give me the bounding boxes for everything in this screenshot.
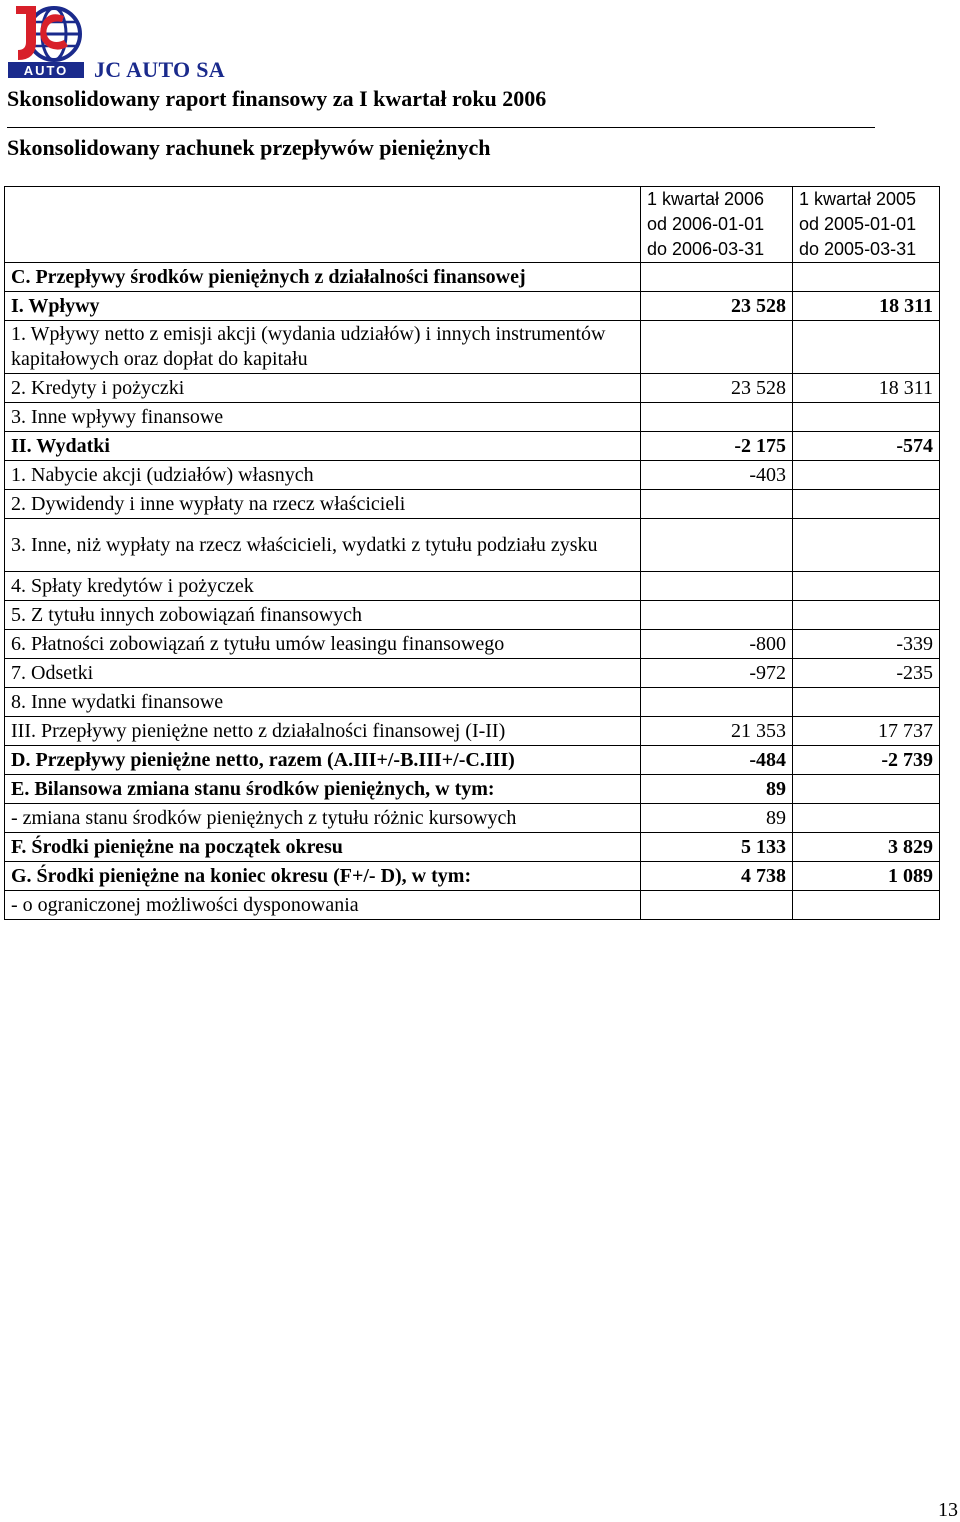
value-2005 [793,490,940,519]
table-row [5,775,940,804]
logo-letter-j [16,6,36,60]
table-row [5,519,940,572]
table-row [5,746,940,775]
table-row [5,292,940,321]
table-row [5,432,940,461]
table-row [5,403,940,432]
table-row [5,688,940,717]
value-2006 [641,601,793,630]
row-label: 3. Inne wpływy finansowe [5,403,641,432]
value-2005: 17 737 [793,717,940,746]
value-2006: 89 [641,804,793,833]
value-2006 [641,490,793,519]
value-2006: 5 133 [641,833,793,862]
row-label: 6. Płatności zobowiązań z tytułu umów leasingu finansowego [5,630,641,659]
value-2005 [793,519,940,572]
value-2006: 4 738 [641,862,793,891]
value-2006 [641,891,793,920]
title-divider [7,127,875,128]
value-2005 [793,601,940,630]
value-2005 [793,775,940,804]
row-label: 4. Spłaty kredytów i pożyczek [5,572,641,601]
table-row [5,659,940,688]
row-label: - o ograniczonej możliwości dysponowania [5,891,641,920]
value-2006: 23 528 [641,374,793,403]
table-row [5,601,940,630]
section-title: Skonsolidowany rachunek przepływów pieniężnych [7,135,491,160]
company-logo [6,2,84,78]
cash-flow-table [4,186,940,920]
row-label: G. Środki pieniężne na koniec okresu (F+/- D), w tym: [5,862,641,891]
row-label: 8. Inne wydatki finansowe [5,688,641,717]
table-row [5,891,940,920]
column-header-q1-2005: 1 kwartał 2005 od 2005-01-01 do 2005-03-31 [793,187,940,263]
page-number: 13 [938,1499,958,1521]
value-2006: 21 353 [641,717,793,746]
value-2005: -2 739 [793,746,940,775]
value-2005: 18 311 [793,292,940,321]
row-label: C. Przepływy środków pieniężnych z działalności finansowej [5,263,641,292]
row-label: D. Przepływy pieniężne netto, razem (A.III+/-B.III+/-C.III) [5,746,641,775]
value-2005: 3 829 [793,833,940,862]
table-row [5,630,940,659]
value-2005 [793,891,940,920]
row-label: 1. Wpływy netto z emisji akcji (wydania udziałów) i innych instrumentów kapitałowych oraz dopłat do kapitału [5,321,641,374]
value-2006: -800 [641,630,793,659]
row-label: 3. Inne, niż wypłaty na rzecz właścicieli, wydatki z tytułu podziału zysku [5,519,641,572]
table-row [5,717,940,746]
value-2006 [641,519,793,572]
row-label: 1. Nabycie akcji (udziałów) własnych [5,461,641,490]
row-label: 2. Dywidendy i inne wypłaty na rzecz właścicieli [5,490,641,519]
table-row [5,833,940,862]
value-2006: 89 [641,775,793,804]
value-2005 [793,804,940,833]
row-label: I. Wpływy [5,292,641,321]
value-2006 [641,403,793,432]
row-label: 2. Kredyty i pożyczki [5,374,641,403]
row-label: - zmiana stanu środków pieniężnych z tytułu różnic kursowych [5,804,641,833]
value-2006: -484 [641,746,793,775]
table-row [5,374,940,403]
row-label: F. Środki pieniężne na początek okresu [5,833,641,862]
value-2006: 23 528 [641,292,793,321]
row-label: III. Przepływy pieniężne netto z działalności finansowej (I-II) [5,717,641,746]
value-2006: -403 [641,461,793,490]
logo-text: AUTO [23,63,69,78]
value-2005 [793,688,940,717]
row-label: II. Wydatki [5,432,641,461]
table-row [5,461,940,490]
header-label-cell [5,187,641,263]
value-2005 [793,403,940,432]
row-label: 7. Odsetki [5,659,641,688]
report-title: Skonsolidowany raport finansowy za I kwartał roku 2006 [7,86,547,111]
row-label: 5. Z tytułu innych zobowiązań finansowych [5,601,641,630]
table-header-row [5,187,940,263]
value-2005 [793,321,940,374]
value-2005: -339 [793,630,940,659]
column-header-q1-2006: 1 kwartał 2006 od 2006-01-01 do 2006-03-31 [641,187,793,263]
value-2005: -235 [793,659,940,688]
table-row [5,321,940,374]
table-row [5,804,940,833]
value-2006 [641,572,793,601]
value-2005: -574 [793,432,940,461]
value-2005: 18 311 [793,374,940,403]
table-row [5,490,940,519]
company-name: JC AUTO SA [94,57,225,82]
value-2006 [641,688,793,717]
value-2006 [641,263,793,292]
row-label: E. Bilansowa zmiana stanu środków pieniężnych, w tym: [5,775,641,804]
value-2006 [641,321,793,374]
value-2006: -972 [641,659,793,688]
table-row [5,862,940,891]
value-2005 [793,263,940,292]
value-2005 [793,572,940,601]
table-row [5,263,940,292]
table-row [5,572,940,601]
value-2006: -2 175 [641,432,793,461]
value-2005 [793,461,940,490]
value-2005: 1 089 [793,862,940,891]
